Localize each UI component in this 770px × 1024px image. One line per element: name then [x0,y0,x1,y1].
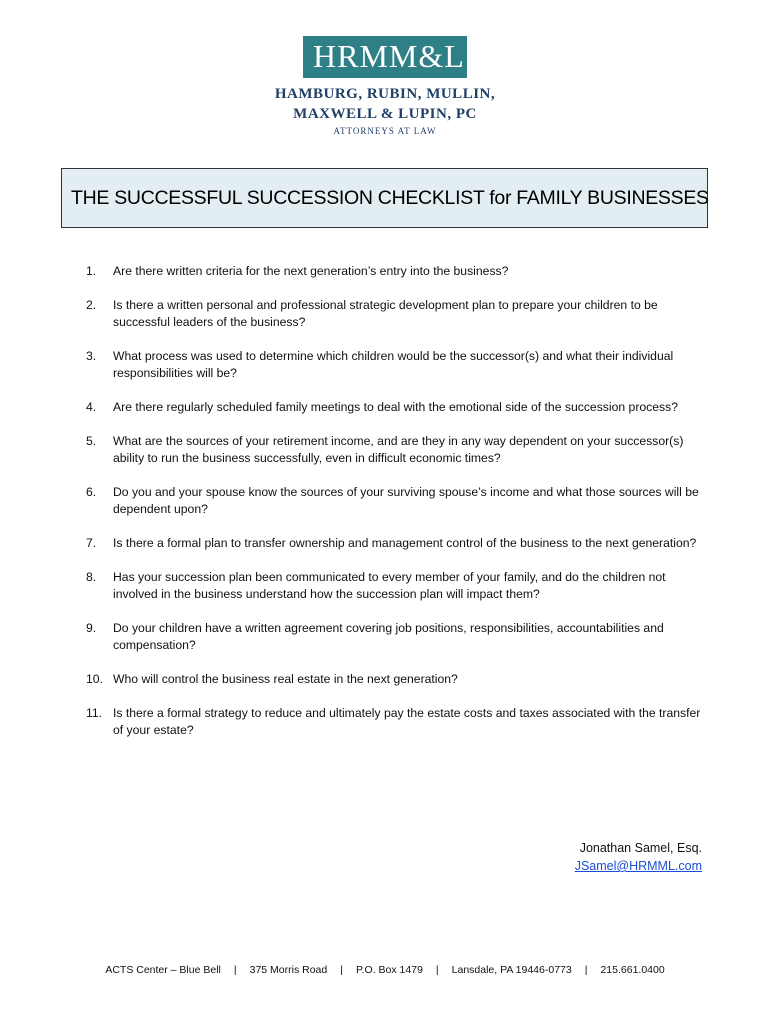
footer-street: 375 Morris Road [249,964,328,976]
item-number: 5. [86,434,97,448]
checklist-item [86,705,706,739]
checklist-item [86,297,706,331]
item-number: 3. [86,349,97,363]
checklist-item [86,433,706,467]
email-link[interactable]: JSamel@HRMML.com [574,859,702,873]
checklist [86,263,706,756]
checklist-item [86,348,706,382]
item-text: Is there a written personal and professional strategic development plan to prepare your children to be successful leaders of the business? [113,298,658,329]
title-banner [61,168,708,228]
footer-phone: 215.661.0400 [600,964,665,976]
item-number: 2. [86,298,97,312]
item-number: 1. [86,264,97,278]
document-title: THE SUCCESSFUL SUCCESSION CHECKLIST for FAMILY BUSINESSES [71,186,709,209]
firm-logo [0,36,770,136]
logo-mark: HRMM&L [303,36,467,78]
footer-separator: | [584,964,588,976]
signature-name: Jonathan Samel, Esq. [579,841,702,855]
footer-location: ACTS Center – Blue Bell [105,964,221,976]
item-text: Is there a formal plan to transfer ownership and management control of the business to the next generation? [113,536,697,550]
item-number: 8. [86,570,97,584]
signature-block [575,839,702,875]
checklist-item [86,671,706,688]
item-text: Who will control the business real estate in the next generation? [113,672,458,686]
checklist-item [86,484,706,518]
checklist-item [86,399,706,416]
item-text: Are there written criteria for the next generation’s entry into the business? [113,264,509,278]
footer-city: Lansdale, PA 19446-0773 [451,964,572,976]
item-number: 9. [86,621,97,635]
item-text: What are the sources of your retirement income, and are they in any way dependent on your successor(s) ability to run the business successfully, even in difficult economic times? [113,434,684,465]
item-text: Are there regularly scheduled family meetings to deal with the emotional side of the succession process? [113,400,678,414]
footer-separator: | [340,964,343,976]
item-number: 11. [86,706,103,720]
logo-firm-name-line-2: MAXWELL & LUPIN, PC [293,106,477,122]
footer-address [0,964,770,976]
item-number: 4. [86,400,97,414]
checklist-item [86,535,706,552]
footer-separator: | [233,964,237,976]
checklist-item [86,569,706,603]
item-number: 10. [86,672,103,686]
item-number: 6. [86,485,97,499]
item-text: Is there a formal strategy to reduce and ultimately pay the estate costs and taxes associated with the transfer of your estate? [113,706,701,737]
footer-separator: | [435,964,439,976]
item-text: Do your children have a written agreement covering job positions, responsibilities, accountabilities and compensation? [113,621,664,652]
footer-po-box: P.O. Box 1479 [355,964,423,976]
item-number: 7. [86,536,97,550]
logo-tagline: ATTORNEYS AT LAW [333,126,437,136]
logo-firm-name-line-1: HAMBURG, RUBIN, MULLIN, [274,86,496,102]
checklist-item [86,263,706,280]
item-text: Has your succession plan been communicated to every member of your family, and do the children not involved in the business understand how the succession plan will impact them? [113,570,666,601]
item-text: What process was used to determine which children would be the successor(s) and what their individual responsibilities will be? [113,349,674,380]
checklist-item [86,620,706,654]
item-text: Do you and your spouse know the sources of your surviving spouse’s income and what those sources will be dependent upon? [113,485,699,516]
